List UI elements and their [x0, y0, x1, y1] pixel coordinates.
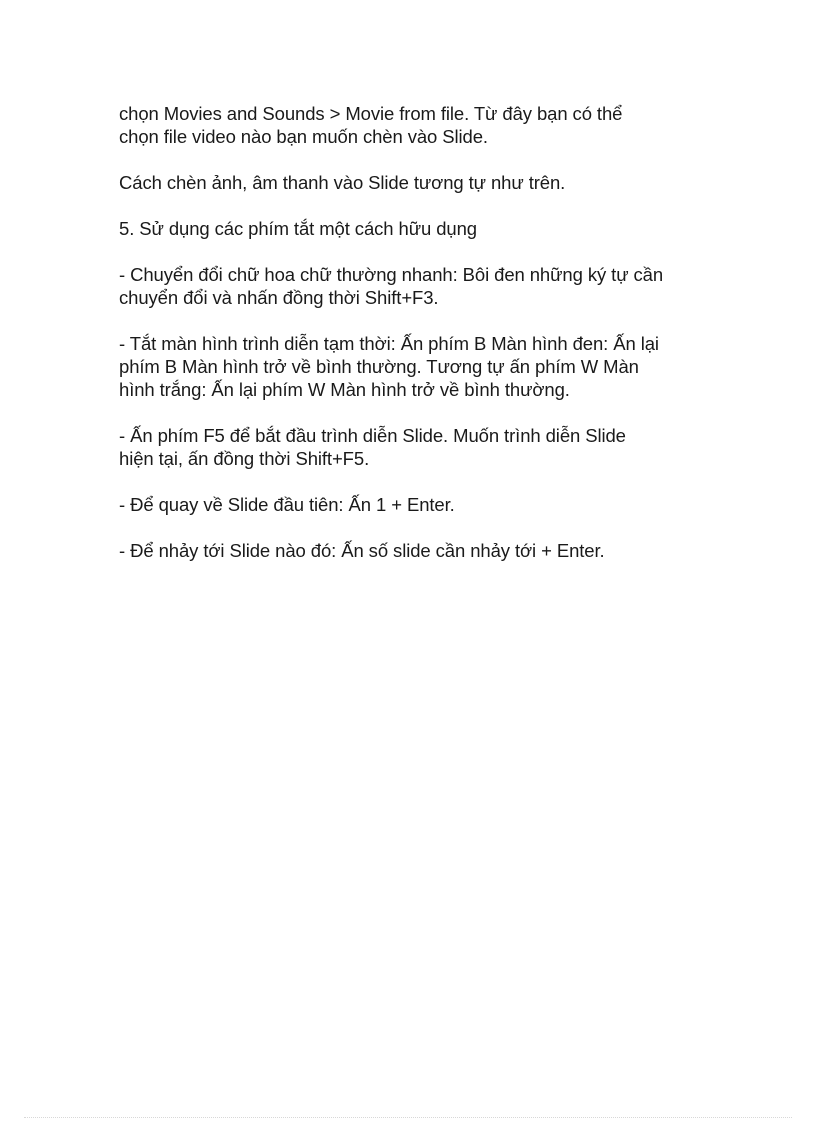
text-line: phím B Màn hình trở về bình thường. Tương tự ấn phím W Màn: [119, 356, 639, 377]
paragraph-change-case: [119, 263, 719, 309]
page-bottom-divider: [24, 1117, 792, 1118]
section-heading-shortcuts: [119, 217, 719, 240]
paragraph-start-show: [119, 424, 719, 470]
document-body: [119, 102, 719, 585]
text-line: hình trắng: Ấn lại phím W Màn hình trở về bình thường.: [119, 379, 570, 400]
text-line: chọn file video nào bạn muốn chèn vào Slide.: [119, 126, 488, 147]
text-line: hiện tại, ấn đồng thời Shift+F5.: [119, 448, 370, 469]
heading-text: 5. Sử dụng các phím tắt một cách hữu dụng: [119, 218, 477, 239]
text-line: - Để quay về Slide đầu tiên: Ấn 1 + Enter.: [119, 494, 455, 515]
paragraph-blank-screen: [119, 332, 719, 401]
text-line: Cách chèn ảnh, âm thanh vào Slide tương tự như trên.: [119, 172, 566, 193]
text-line: chọn Movies and Sounds > Movie from file. Từ đây bạn có thể: [119, 103, 623, 124]
text-line: - Ấn phím F5 để bắt đầu trình diễn Slide. Muốn trình diễn Slide: [119, 425, 626, 446]
paragraph-jump-slide: [119, 539, 719, 562]
text-line: - Tắt màn hình trình diễn tạm thời: Ấn phím B Màn hình đen: Ấn lại: [119, 333, 659, 354]
paragraph-insert-image-sound: [119, 171, 719, 194]
paragraph-insert-video: [119, 102, 719, 148]
text-line: - Chuyển đổi chữ hoa chữ thường nhanh: Bôi đen những ký tự cần: [119, 264, 664, 285]
text-line: chuyển đổi và nhấn đồng thời Shift+F3.: [119, 287, 439, 308]
paragraph-first-slide: [119, 493, 719, 516]
text-line: - Để nhảy tới Slide nào đó: Ấn số slide cần nhảy tới + Enter.: [119, 540, 605, 561]
